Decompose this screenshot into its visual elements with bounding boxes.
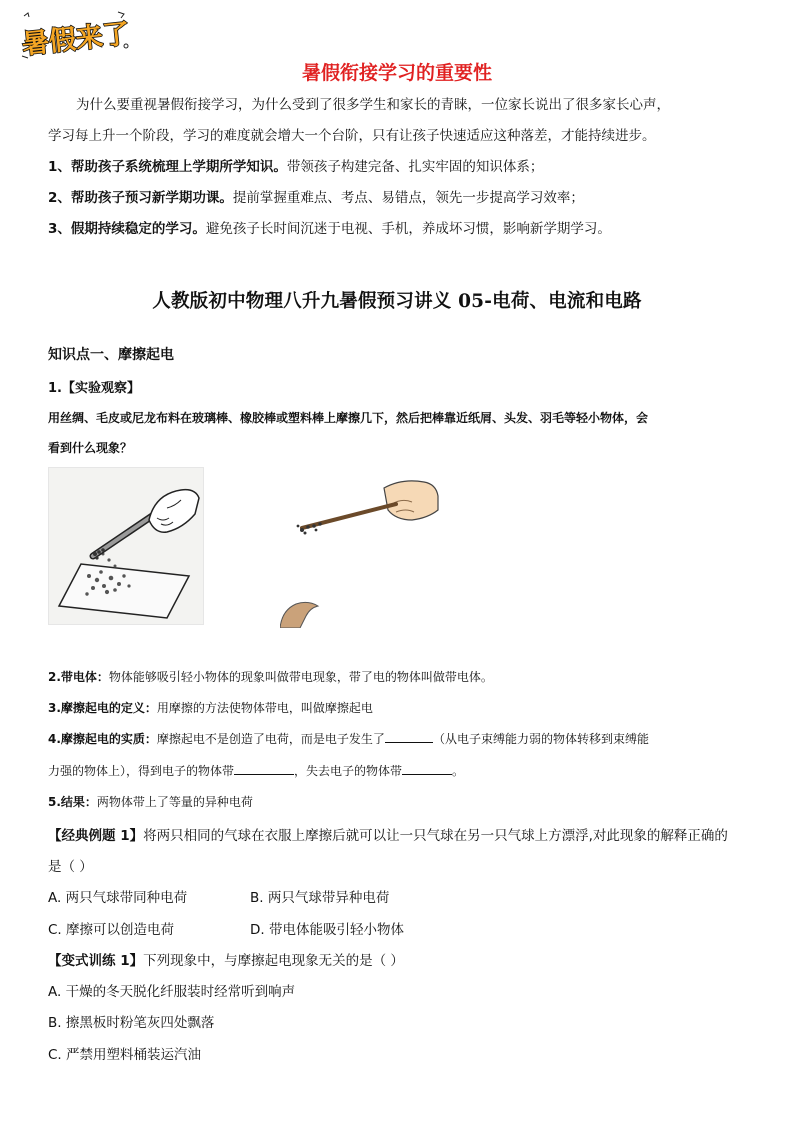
- intro-point-2: 2、帮助孩子预习新学期功课。提前掌握重难点、考点、易错点，领先一步提高学习效率；: [48, 190, 584, 206]
- variant1-option-b: B. 擦黑板时粉笔灰四处飘落: [48, 1015, 215, 1031]
- intro-line-2: 学习每上升一个阶段，学习的难度就会增大一个台阶，只有让孩子快速适应这种落差，才能持续进步。: [48, 128, 656, 144]
- hand-rod-figure: [280, 470, 440, 628]
- item5: 5.结果：两物体带上了等量的异种电荷: [48, 795, 253, 809]
- example1-stem-line2: 是（ ）: [48, 859, 93, 875]
- item1-label: 1.【实验观察】: [48, 381, 140, 396]
- intro-point-3: 3、假期持续稳定的学习。避免孩子长时间沉迷于电视、手机，养成坏习惯，影响新学期学习。: [48, 221, 611, 237]
- intro-line-1: 为什么要重视暑假衔接学习，为什么受到了很多学生和家长的青睐，一位家长说出了很多家长心声，: [76, 97, 670, 113]
- variant1-stem: 【变式训练 1】下列现象中，与摩擦起电现象无关的是（ ）: [48, 953, 404, 969]
- example1-option-b: B. 两只气球带异种电荷: [250, 890, 390, 906]
- blank-2[interactable]: [234, 762, 294, 775]
- intro-point-1: 1、帮助孩子系统梳理上学期所学知识。带领孩子构建完备、扎实牢固的知识体系；: [48, 159, 544, 175]
- variant1-option-c: C. 严禁用塑料桶装运汽油: [48, 1047, 202, 1063]
- example1-stem-line1: 【经典例题 1】将两只相同的气球在衣服上摩擦后就可以让一只气球在另一只气球上方漂浮,对此现象的解释正确的: [48, 828, 728, 844]
- intro-paragraph: [48, 90, 754, 245]
- item2: 2.带电体：物体能够吸引轻小物体的现象叫做带电现象，带了电的物体叫做带电体。: [48, 670, 493, 684]
- lecture-title: 人教版初中物理八升九暑假预习讲义 05-电荷、电流和电路: [152, 291, 642, 312]
- item1-text-line1: 用丝绸、毛皮或尼龙布料在玻璃棒、橡胶棒或塑料棒上摩擦几下，然后把棒靠近纸屑、头发、羽毛等轻小物体，会: [48, 411, 649, 425]
- item1-text-line2: 看到什么现象？: [48, 441, 133, 455]
- item3: 3.摩擦起电的定义：用摩擦的方法使物体带电，叫做摩擦起电: [48, 701, 373, 715]
- section-title: 知识点一、摩擦起电: [48, 347, 174, 363]
- logo-text: 暑假来了: [20, 18, 132, 61]
- blank-1[interactable]: [385, 730, 433, 743]
- item4-line1: 4.摩擦起电的实质：摩擦起电不是创造了电荷，而是电子发生了 （从电子束缚能力弱的物体转移到束缚能: [48, 732, 649, 746]
- item4-line2: 力强的物体上），得到电子的物体带 ，失去电子的物体带 。: [48, 764, 465, 778]
- blank-3[interactable]: [402, 762, 452, 775]
- example1-option-a: A. 两只气球带同种电荷: [48, 890, 188, 906]
- variant1-option-a: A. 干燥的冬天脱化纤服装时经常听到响声: [48, 984, 296, 1000]
- page-header-title: 暑假衔接学习的重要性: [301, 62, 492, 84]
- example1-option-d: D. 带电体能吸引轻小物体: [250, 922, 404, 938]
- glass-rod-paper-figure: [48, 467, 204, 625]
- example1-option-c: C. 摩擦可以创造电荷: [48, 922, 175, 938]
